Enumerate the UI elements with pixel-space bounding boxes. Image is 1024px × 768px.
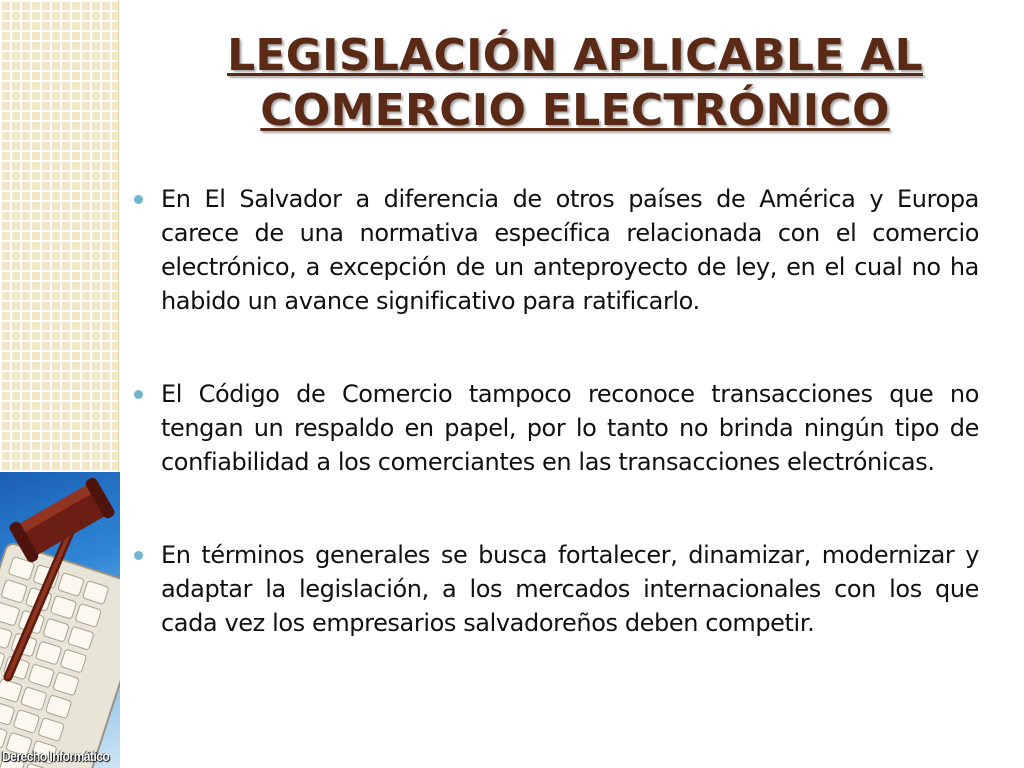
bullet-item [132,182,979,318]
title-line-1: LEGISLACIÓN APLICABLE AL [227,30,923,81]
bullet-text: En El Salvador a diferencia de otros países de América y Europa carece de una normativa específica relacionada con el comercio electrónico, a excepción de un anteproyecto de ley, en el cual no ha habido un avance significativo para ratificarlo. [161,185,979,315]
bullet-text: El Código de Comercio tampoco reconoce transacciones que no tengan un respaldo en papel, por lo tanto no brinda ningún tipo de confiabilidad a los comerciantes en las transacciones electrónicas. [161,380,979,476]
gavel-keyboard-icon [0,472,120,768]
slide-title [140,28,1010,138]
bullet-item [132,377,979,479]
bullet-text: En términos generales se busca fortalecer, dinamizar, modernizar y adaptar la legislación, a los mercados internacionales con los que cada vez los empresarios salvadoreños deben competir. [161,541,979,637]
illustration-caption: Derecho Informático [2,748,110,764]
bullet-list [132,182,979,699]
bullet-item [132,538,979,640]
gavel-keyboard-illustration [0,472,120,768]
title-line-2: COMERCIO ELECTRÓNICO [260,85,890,136]
